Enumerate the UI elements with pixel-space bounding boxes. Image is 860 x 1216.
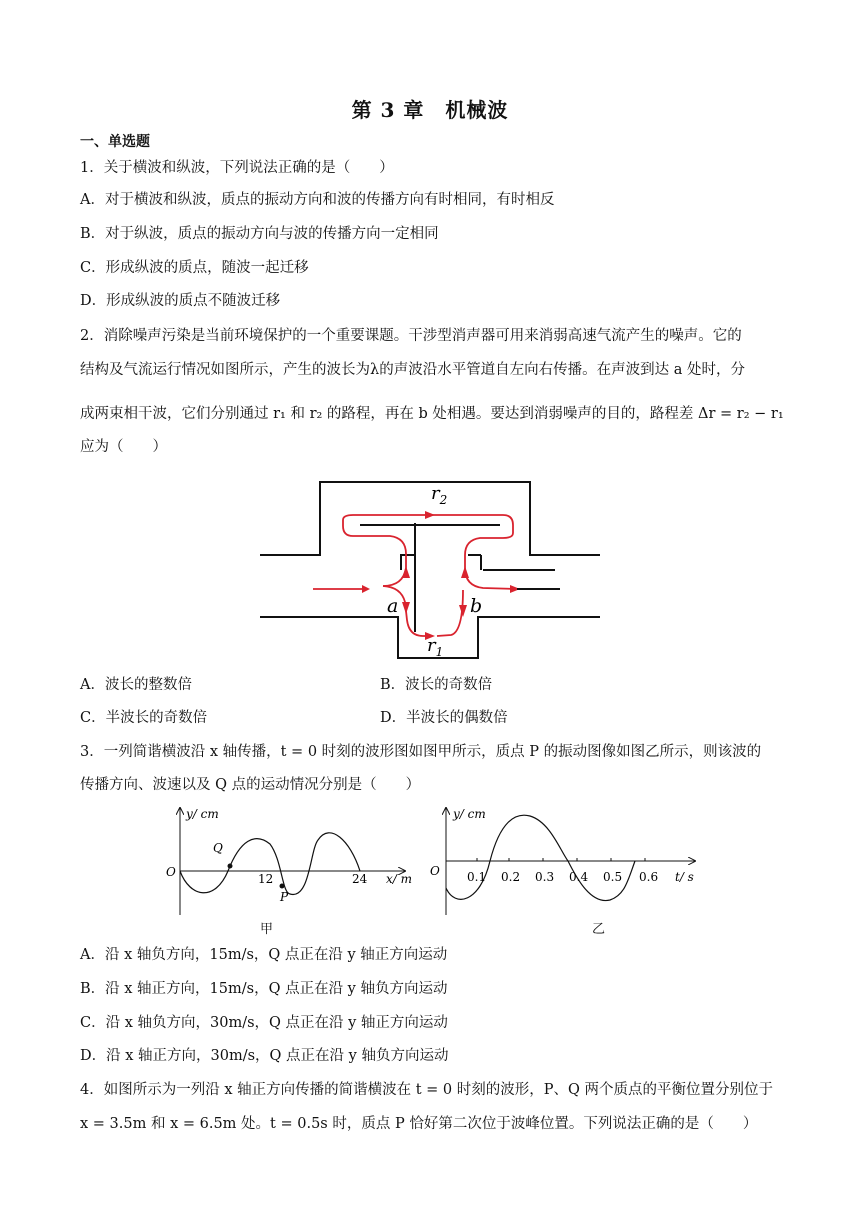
muffler-diagram (255, 478, 605, 663)
t-tick: 0.5 (603, 870, 623, 884)
q2-option-d: D．半波长的偶数倍 (380, 710, 508, 726)
point-q (228, 864, 233, 869)
t-tick: 0.3 (535, 870, 555, 884)
x-tick-24: 24 (352, 872, 368, 886)
q1-option-b: B．对于纵波，质点的振动方向与波的传播方向一定相同 (80, 226, 439, 242)
caption-jia: 甲 (260, 922, 274, 937)
q2-option-a: A．波长的整数倍 (80, 677, 192, 693)
page-title: 第 3 章 机械波 (351, 98, 509, 122)
t-axis-label: t/ s (675, 870, 694, 884)
q2-option-c: C．半波长的奇数倍 (80, 710, 208, 726)
q4-text-line-2: x = 3.5m 和 x = 6.5m 处。t = 0.5s 时，质点 P 恰好第二次位于波峰位置。下列说法正确的是（ ） (80, 1116, 758, 1132)
y-axis-label: y/ cm (453, 807, 486, 821)
x-tick-12: 12 (258, 872, 274, 886)
q1-option-d: D．形成纵波的质点不随波迁移 (80, 293, 281, 309)
q1-option-a: A．对于横波和纵波，质点的振动方向和波的传播方向有时相同，有时相反 (80, 192, 555, 208)
q3-option-a: A．沿 x 轴负方向，15m/s，Q 点正在沿 y 轴正方向运动 (80, 947, 448, 963)
vibration-graph-yi (425, 800, 715, 920)
q2-text-line-1: 2．消除噪声污染是当前环境保护的一个重要课题。干涉型消声器可用来消弱高速气流产生的噪声。它的 (80, 328, 742, 344)
label-p: P (280, 890, 289, 904)
q2-text-line-4: 应为（ ） (80, 439, 167, 455)
q3-option-d: D．沿 x 轴正方向，30m/s，Q 点正在沿 y 轴负方向运动 (80, 1048, 449, 1064)
q4-text-line-1: 4．如图所示为一列沿 x 轴正方向传播的简谐横波在 t = 0 时刻的波形，P、Q 两个质点的平衡位置分别位于 (80, 1082, 774, 1098)
wave-graph-jia (160, 800, 420, 920)
label-r1: $r_1$ (427, 635, 444, 659)
q3-text-line-2: 传播方向、波速以及 Q 点的运动情况分别是（ ） (80, 777, 421, 793)
q2-option-b: B．波长的奇数倍 (380, 677, 493, 693)
label-r2: $r_2$ (431, 483, 448, 507)
t-tick: 0.2 (501, 870, 521, 884)
x-axis-label: x/ m (386, 872, 413, 886)
q3-text-line-1: 3．一列简谐横波沿 x 轴传播，t = 0 时刻的波形图如图甲所示，质点 P 的振动图像如图乙所示，则该波的 (80, 744, 762, 760)
origin-label: O (166, 865, 176, 879)
q2-text-line-3: 成两束相干波，它们分别通过 r₁ 和 r₂ 的路程，再在 b 处相遇。要达到消弱噪声的目的，路程差 Δr = r₂ − r₁ (80, 406, 784, 422)
q3-option-c: C．沿 x 轴负方向，30m/s，Q 点正在沿 y 轴正方向运动 (80, 1015, 448, 1031)
caption-yi: 乙 (592, 922, 606, 937)
q1-stem: 1．关于横波和纵波，下列说法正确的是（ ） (80, 160, 394, 176)
q2-text-line-2: 结构及气流运行情况如图所示，产生的波长为λ的声波沿水平管道自左向右传播。在声波到达 a 处时，分 (80, 362, 746, 378)
point-p (280, 884, 285, 889)
label-b: b (470, 595, 483, 617)
y-axis-label: y/ cm (186, 807, 219, 821)
origin-label: O (430, 864, 440, 878)
t-tick: 0.4 (569, 870, 589, 884)
label-a: a (387, 595, 399, 617)
section-heading: 一、单选题 (80, 134, 150, 150)
q1-option-c: C．形成纵波的质点，随波一起迁移 (80, 260, 309, 276)
q3-option-b: B．沿 x 轴正方向，15m/s，Q 点正在沿 y 轴负方向运动 (80, 981, 448, 997)
label-q: Q (213, 841, 223, 855)
t-tick: 0.6 (639, 870, 659, 884)
t-tick: 0.1 (467, 870, 487, 884)
